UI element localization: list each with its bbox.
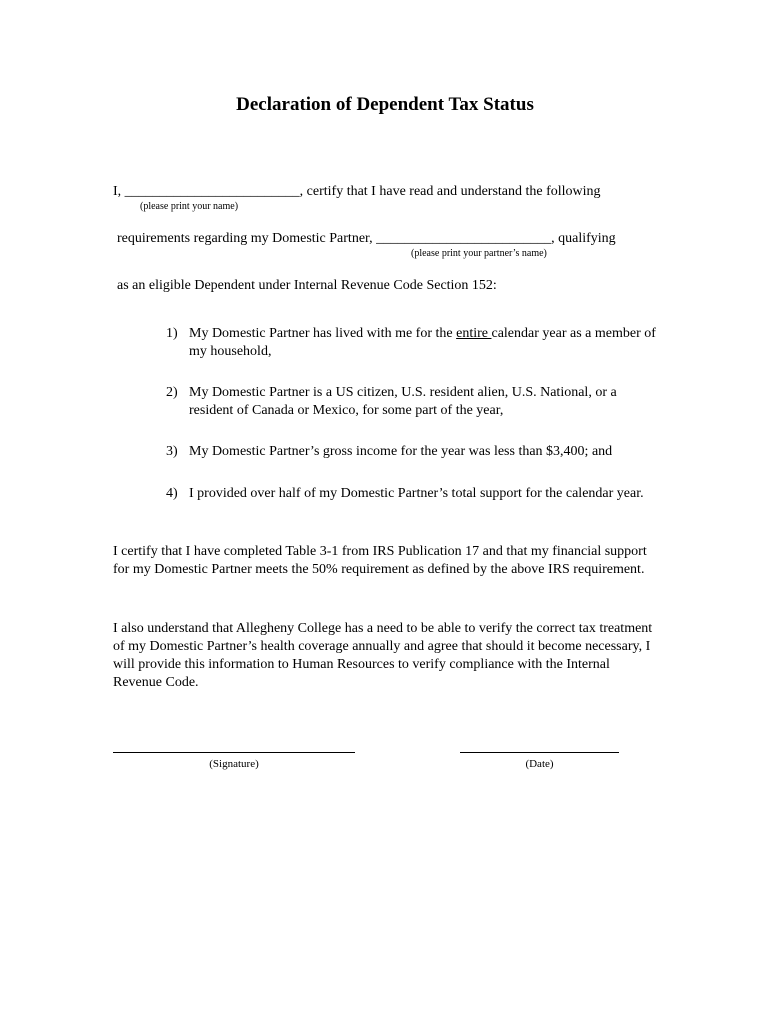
date-line <box>460 752 619 753</box>
declarant-name-caption: (please print your name) <box>140 201 239 212</box>
list-item-number: 4) <box>166 486 178 501</box>
list-item-number: 1) <box>166 326 178 341</box>
list-item-number: 2) <box>166 385 178 400</box>
list-item-text: I provided over half of my Domestic Partner’s total support for the calendar year. <box>189 486 644 501</box>
declarant-line: I, _________________________, certify that I have read and understand the following <box>113 184 601 199</box>
partner-name-caption: (please print your partner’s name) <box>411 248 547 259</box>
partner-line: requirements regarding my Domestic Partner, _________________________, qualifying <box>117 231 616 246</box>
signature-label: (Signature) <box>209 758 259 770</box>
date-label: (Date) <box>525 758 554 770</box>
list-item-text: My Domestic Partner’s gross income for the year was less than $3,400; and <box>189 444 613 459</box>
list-item-number: 3) <box>166 444 178 459</box>
document-title: Declaration of Dependent Tax Status <box>236 94 534 115</box>
list-item-text: My Domestic Partner has lived with me for the entire calendar year as a member of my household, <box>189 326 656 359</box>
emphasis-underline: entire <box>456 326 492 341</box>
list-item-text: My Domestic Partner is a US citizen, U.S. resident alien, U.S. National, or a resident of Canada or Mexico, for some part of the year, <box>189 385 617 418</box>
verification-paragraph: I also understand that Allegheny College has a need to be able to verify the correct tax treatment of my Domestic Partner’s health coverage annually and agree that should it become necessary, I will provide this information to Human Resources to verify compliance with the Internal Revenue Code. <box>113 621 653 690</box>
code-section-line: as an eligible Dependent under Internal Revenue Code Section 152: <box>117 278 497 293</box>
signature-line <box>113 752 355 753</box>
certification-paragraph: I certify that I have completed Table 3-1 from IRS Publication 17 and that my financial support for my Domestic Partner meets the 50% requirement as defined by the above IRS requirement. <box>113 544 647 577</box>
